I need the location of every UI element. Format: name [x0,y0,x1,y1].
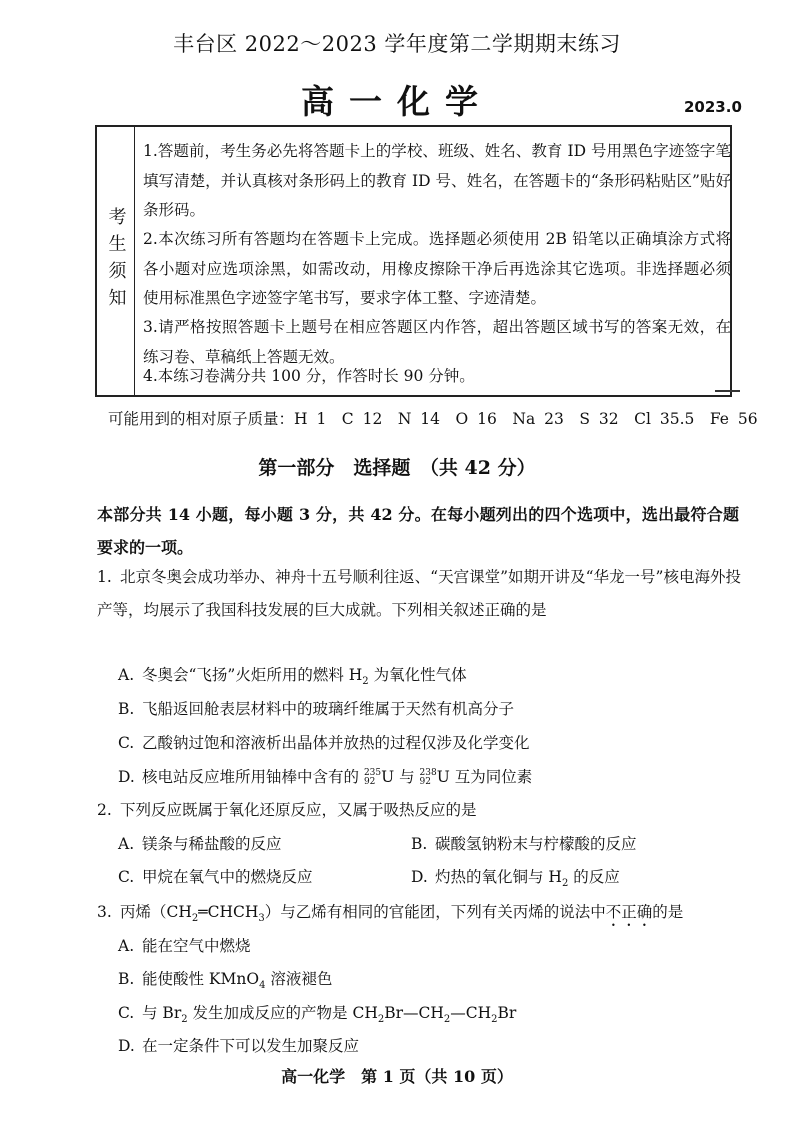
subject-title: 高一化学 [301,82,493,121]
question-3-option-d: D. 在一定条件下可以发生加聚反应 [118,1037,360,1055]
question-2-option-b: B. 碳酸氢钠粉末与柠檬酸的反应 [411,835,637,853]
date-mark: 2023.0 [684,98,742,116]
notice-item-3: 3.请严格按照答题卡上题号在相应答题区内作答，超出答题区域书写的答案无效，在练习卷、草稿纸上答题无效。 [143,318,731,366]
section-instructions: 本部分共 14 小题，每小题 3 分，共 42 分。在每小题列出的四个选项中，选出最符合题要求的一项。 [97,505,739,557]
isotope-notation: 238 92 [419,768,437,787]
notice-item-2: 2.本次练习所有答题均在答题卡上完成。选择题必须使用 2B 铅笔以正确填涂方式将各小题对应选项涂黑，如需改动，用橡皮擦除干净后再选涂其它选项。非选择题必须使用标准黑色字迹签字笔书写，要求字体工整、字迹清楚。 [143,230,731,307]
section-title: 第一部分 选择题 （共 42 分） [258,457,536,479]
notice-item-4: 4.本练习卷满分共 100 分，作答时长 90 分钟。 [143,367,475,385]
question-2-option-c: C. 甲烷在氧气中的燃烧反应 [118,868,313,886]
question-2-option-d: D. 灼热的氧化铜与 $H_2$ 的反应 [411,868,620,890]
question-number: 3. [97,903,112,921]
question-3-option-a: A. 能在空气中燃烧 [118,937,251,955]
emphasis-text: 不正确 [605,903,653,921]
question-1-stem [97,561,741,627]
notice-item-1: 1.答题前，考生务必先将答题卡上的学校、班级、姓名、教育 ID 号用黑色字迹签字笔填写清楚，并认真核对条形码上的教育 ID 号、姓名，在答题卡的“条形码粘贴区”贴好条形码。 [143,142,731,219]
atomic-mass-line: 可能用到的相对原子质量：H 1 C 12 N 14 O 16 Na 23 S 32 Cl 35.5 Fe 56 [108,410,758,428]
question-1-option-c: C. 乙酸钠过饱和溶液析出晶体并放热的过程仅涉及化学变化 [118,734,530,752]
question-1-option-a: A. 冬奥会“飞扬”火炬所用的燃料 $H_2$ 为氧化性气体 [118,666,467,688]
notice-label-text: 考生须知 [105,207,127,315]
question-number: 2. [97,801,112,819]
question-1-option-b: B. 飞船返回舱表层材料中的玻璃纤维属于天然有机高分子 [118,700,515,718]
notice-label [97,127,135,395]
isotope-notation: 235 92 [363,768,382,787]
decorative-line [715,390,740,392]
page-footer: 高一化学 第 1 页（共 10 页） [281,1067,513,1086]
question-3-stem: 3. 丙烯$(CH_2═CHCH_3)$与乙烯有相同的官能团，下列有关丙烯的说法中不正确的是 [97,896,741,935]
notice-box [95,125,732,397]
question-3-option-b: B. 能使酸性 KMnO$_4$ 溶液褪色 [118,970,333,992]
question-number: 1. [97,568,112,586]
question-1-option-d: D. 核电站反应堆所用铀棒中含有的 235 92 U 与 238 92 U 互为同位素 [118,768,533,787]
question-text: 下列反应既属于氧化还原反应，又属于吸热反应的是 [120,801,477,819]
question-3-option-c: C. 与 $Br_2$ 发生加成反应的产物是 $CH_2Br—CH_2—CH_2Br$ [118,1004,517,1026]
question-2-stem [97,794,741,827]
exam-title: 丰台区 2022～2023 学年度第二学期期末练习 [173,32,621,56]
question-text: 北京冬奥会成功举办、神舟十五号顺利往返、“天宫课堂”如期开讲及“华龙一号”核电海外投产等，均展示了我国科技发展的巨大成就。下列相关叙述正确的是 [97,568,741,619]
question-2-option-a: A. 镁条与稀盐酸的反应 [118,835,282,853]
